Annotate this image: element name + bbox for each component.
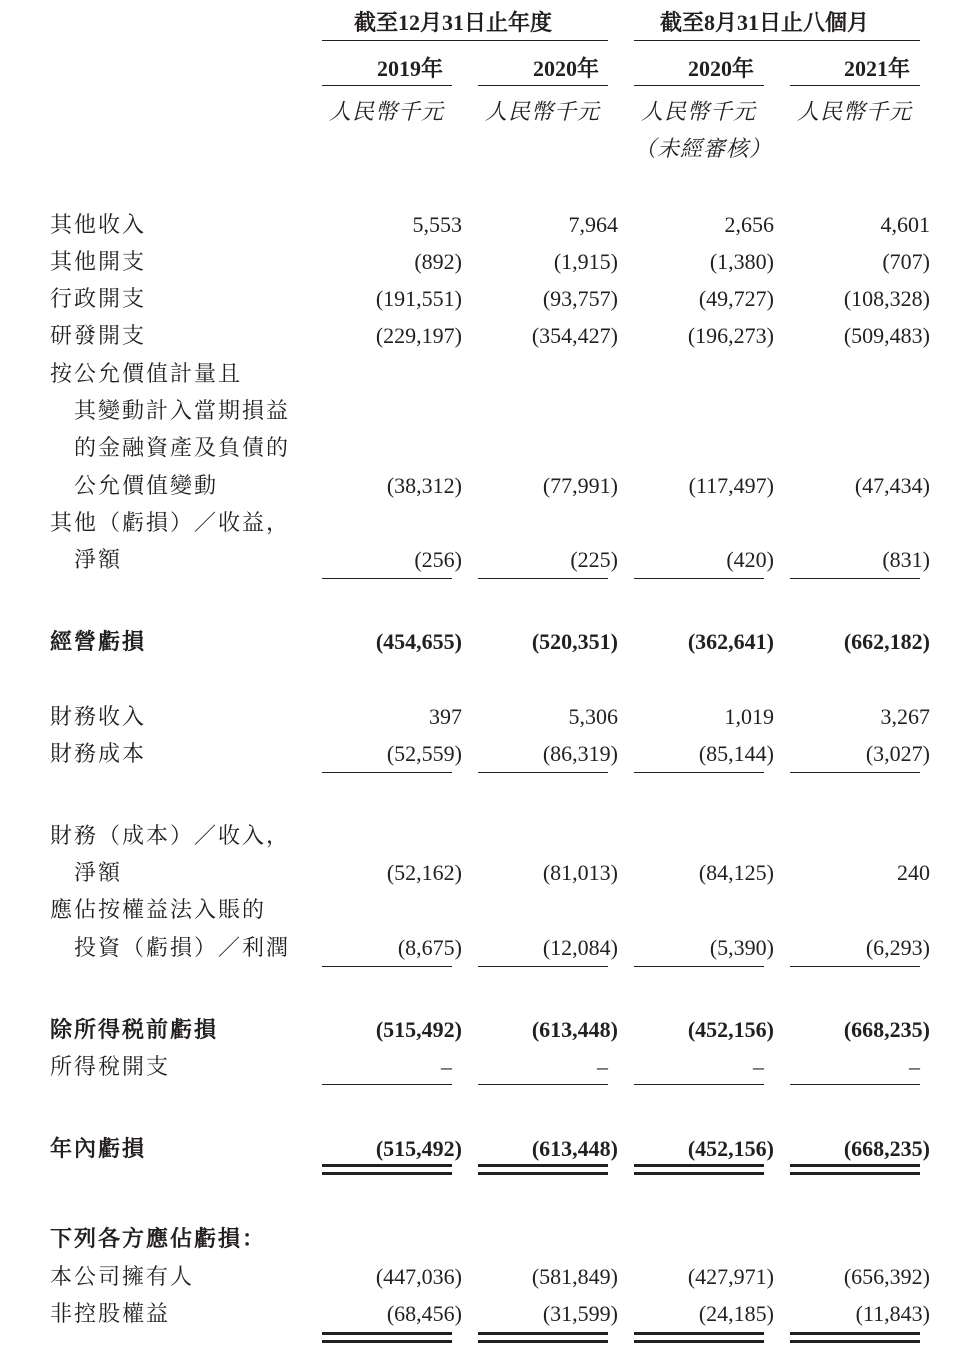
subtotal-rule-3-col-4	[790, 966, 920, 967]
cell-finance-costs-2020: (86,319)	[542, 741, 618, 766]
year-rule-1	[322, 85, 452, 86]
header-group-year: 截至12月31日止年度	[354, 10, 553, 35]
cell-income-tax-2019: –	[441, 1054, 452, 1079]
row-label-admin-expenses: 行政開支	[50, 286, 147, 311]
cell-finance-income-2020: 5,306	[568, 704, 618, 729]
cell-loss-before-tax-2020-8m: (452,156)	[687, 1017, 774, 1042]
cell-finance-net-2020-8m: (84,125)	[698, 860, 774, 885]
year-rule-4	[790, 85, 920, 86]
cell-loss-for-year-2020-8m: (452,156)	[687, 1136, 774, 1161]
subtotal-rule-3-col-2	[478, 966, 608, 967]
row-label-other-income: 其他收入	[50, 212, 147, 237]
total-double-rule-2-col-1	[322, 1332, 452, 1343]
cell-loss-for-year-2020: (613,448)	[531, 1136, 618, 1161]
cell-other-net-2021-8m: (831)	[882, 547, 930, 572]
cell-loss-before-tax-2021-8m: (668,235)	[843, 1017, 930, 1042]
cell-nci-2020: (31,599)	[542, 1301, 618, 1326]
subtotal-rule-2-col-1	[322, 772, 452, 773]
cell-finance-costs-2019: (52,559)	[386, 741, 462, 766]
subtotal-rule-1-col-1	[322, 578, 452, 579]
cell-loss-for-year-2019: (515,492)	[375, 1136, 462, 1161]
cell-nci-2021-8m: (11,843)	[855, 1301, 930, 1326]
row-label-owners: 本公司擁有人	[50, 1264, 195, 1289]
cell-equity-method-2021-8m: (6,293)	[865, 935, 930, 960]
total-double-rule-1-col-1	[322, 1164, 452, 1175]
subtotal-rule-2-col-4	[790, 772, 920, 773]
row-label-finance-net-line-2: 淨額	[74, 860, 123, 885]
row-label-loss-before-tax: 除所得税前虧損	[50, 1017, 219, 1042]
row-label-other-expenses: 其他開支	[50, 249, 147, 274]
cell-loss-before-tax-2020: (613,448)	[531, 1017, 618, 1042]
cell-other-income-2019: 5,553	[412, 212, 462, 237]
row-label-finance-net-line-1: 財務（成本）／收入，	[50, 823, 291, 848]
subtotal-rule-1-col-2	[478, 578, 608, 579]
cell-equity-method-2020: (12,084)	[542, 935, 618, 960]
cell-other-expenses-2019: (892)	[414, 249, 462, 274]
cell-finance-net-2020: (81,013)	[542, 860, 618, 885]
total-double-rule-1-col-2	[478, 1164, 608, 1175]
year-2019: 2019年	[377, 56, 444, 81]
cell-admin-expenses-2020-8m: (49,727)	[698, 286, 774, 311]
row-label-finance-costs: 財務成本	[50, 741, 147, 766]
cell-fv-change-2020: (77,991)	[542, 473, 618, 498]
row-label-other-net-line-1: 其他（虧損）／收益，	[50, 510, 291, 535]
subtotal-rule-1-col-4	[790, 578, 920, 579]
cell-other-net-2020: (225)	[570, 547, 618, 572]
header-group-eight-months-rule	[634, 40, 920, 41]
subtotal-rule-3-col-3	[634, 966, 764, 967]
total-double-rule-1-col-3	[634, 1164, 764, 1175]
cell-equity-method-2020-8m: (5,390)	[709, 935, 774, 960]
cell-finance-income-2021-8m: 3,267	[880, 704, 930, 729]
subtotal-rule-4-col-2	[478, 1084, 608, 1085]
cell-income-tax-2020-8m: –	[753, 1054, 764, 1079]
cell-income-tax-2021-8m: –	[909, 1054, 920, 1079]
cell-owners-2021-8m: (656,392)	[843, 1264, 930, 1289]
cell-fv-change-2021-8m: (47,434)	[854, 473, 930, 498]
row-label-fv-change-line-3: 的金融資產及負債的	[74, 435, 291, 460]
total-double-rule-2-col-3	[634, 1332, 764, 1343]
cell-equity-method-2019: (8,675)	[397, 935, 462, 960]
row-label-finance-income: 財務收入	[50, 704, 147, 729]
cell-finance-income-2019: 397	[429, 704, 462, 729]
unit-col-4: 人民幣千元	[797, 99, 913, 124]
header-group-year-rule	[322, 40, 608, 41]
cell-fv-change-2019: (38,312)	[386, 473, 462, 498]
subtotal-rule-3-col-1	[322, 966, 452, 967]
subtotal-rule-2-col-2	[478, 772, 608, 773]
cell-loss-before-tax-2019: (515,492)	[375, 1017, 462, 1042]
cell-finance-income-2020-8m: 1,019	[724, 704, 774, 729]
row-label-fv-change-line-1: 按公允價值計量且	[50, 361, 243, 386]
cell-admin-expenses-2021-8m: (108,328)	[843, 286, 930, 311]
header-group-eight-months: 截至8月31日止八個月	[660, 10, 870, 35]
cell-other-income-2020-8m: 2,656	[724, 212, 774, 237]
cell-other-net-2020-8m: (420)	[726, 547, 774, 572]
unit-col-2: 人民幣千元	[485, 99, 601, 124]
cell-other-income-2021-8m: 4,601	[880, 212, 930, 237]
row-label-attributable-header: 下列各方應佔虧損：	[50, 1226, 267, 1251]
total-double-rule-1-col-4	[790, 1164, 920, 1175]
cell-operating-loss-2020: (520,351)	[531, 629, 618, 654]
cell-other-expenses-2020: (1,915)	[553, 249, 618, 274]
row-label-loss-for-year: 年內虧損	[50, 1136, 147, 1161]
cell-rd-expenses-2021-8m: (509,483)	[843, 323, 930, 348]
cell-owners-2020: (581,849)	[531, 1264, 618, 1289]
cell-other-net-2019: (256)	[414, 547, 462, 572]
cell-rd-expenses-2020-8m: (196,273)	[687, 323, 774, 348]
row-label-other-net-line-2: 淨額	[74, 547, 123, 572]
total-double-rule-2-col-4	[790, 1332, 920, 1343]
row-label-income-tax: 所得稅開支	[50, 1054, 171, 1079]
cell-rd-expenses-2019: (229,197)	[375, 323, 462, 348]
year-rule-3	[634, 85, 764, 86]
year-rule-2	[478, 85, 608, 86]
subtotal-rule-4-col-4	[790, 1084, 920, 1085]
year-2020-full: 2020年	[533, 56, 600, 81]
cell-finance-net-2019: (52,162)	[386, 860, 462, 885]
cell-fv-change-2020-8m: (117,497)	[688, 473, 774, 498]
cell-other-expenses-2020-8m: (1,380)	[709, 249, 774, 274]
year-2021-eight: 2021年	[844, 56, 911, 81]
cell-owners-2019: (447,036)	[375, 1264, 462, 1289]
unit-col-1: 人民幣千元	[329, 99, 445, 124]
cell-operating-loss-2019: (454,655)	[375, 629, 462, 654]
cell-income-tax-2020: –	[597, 1054, 608, 1079]
cell-other-income-2020: 7,964	[568, 212, 618, 237]
cell-other-expenses-2021-8m: (707)	[882, 249, 930, 274]
cell-operating-loss-2020-8m: (362,641)	[687, 629, 774, 654]
cell-nci-2020-8m: (24,185)	[698, 1301, 774, 1326]
subtotal-rule-2-col-3	[634, 772, 764, 773]
cell-nci-2019: (68,456)	[386, 1301, 462, 1326]
row-label-operating-loss: 經營虧損	[50, 629, 147, 654]
cell-admin-expenses-2020: (93,757)	[542, 286, 618, 311]
subtotal-rule-4-col-3	[634, 1084, 764, 1085]
unit-col-3: 人民幣千元	[641, 99, 757, 124]
row-label-rd-expenses: 研發開支	[50, 323, 147, 348]
cell-finance-net-2021-8m: 240	[897, 860, 930, 885]
row-label-fv-change-line-4: 公允價值變動	[74, 473, 219, 498]
row-label-nci: 非控股權益	[50, 1301, 171, 1326]
cell-rd-expenses-2020: (354,427)	[531, 323, 618, 348]
cell-loss-for-year-2021-8m: (668,235)	[843, 1136, 930, 1161]
row-label-equity-method-line-1: 應佔按權益法入賬的	[50, 897, 267, 922]
cell-operating-loss-2021-8m: (662,182)	[843, 629, 930, 654]
unaudited-note: （未經審核）	[634, 136, 773, 161]
cell-owners-2020-8m: (427,971)	[687, 1264, 774, 1289]
year-2020-eight: 2020年	[688, 56, 755, 81]
subtotal-rule-4-col-1	[322, 1084, 452, 1085]
total-double-rule-2-col-2	[478, 1332, 608, 1343]
row-label-fv-change-line-2: 其變動計入當期損益	[74, 398, 291, 423]
row-label-equity-method-line-2: 投資（虧損）／利潤	[74, 935, 291, 960]
subtotal-rule-1-col-3	[634, 578, 764, 579]
cell-admin-expenses-2019: (191,551)	[375, 286, 462, 311]
cell-finance-costs-2020-8m: (85,144)	[698, 741, 774, 766]
cell-finance-costs-2021-8m: (3,027)	[865, 741, 930, 766]
